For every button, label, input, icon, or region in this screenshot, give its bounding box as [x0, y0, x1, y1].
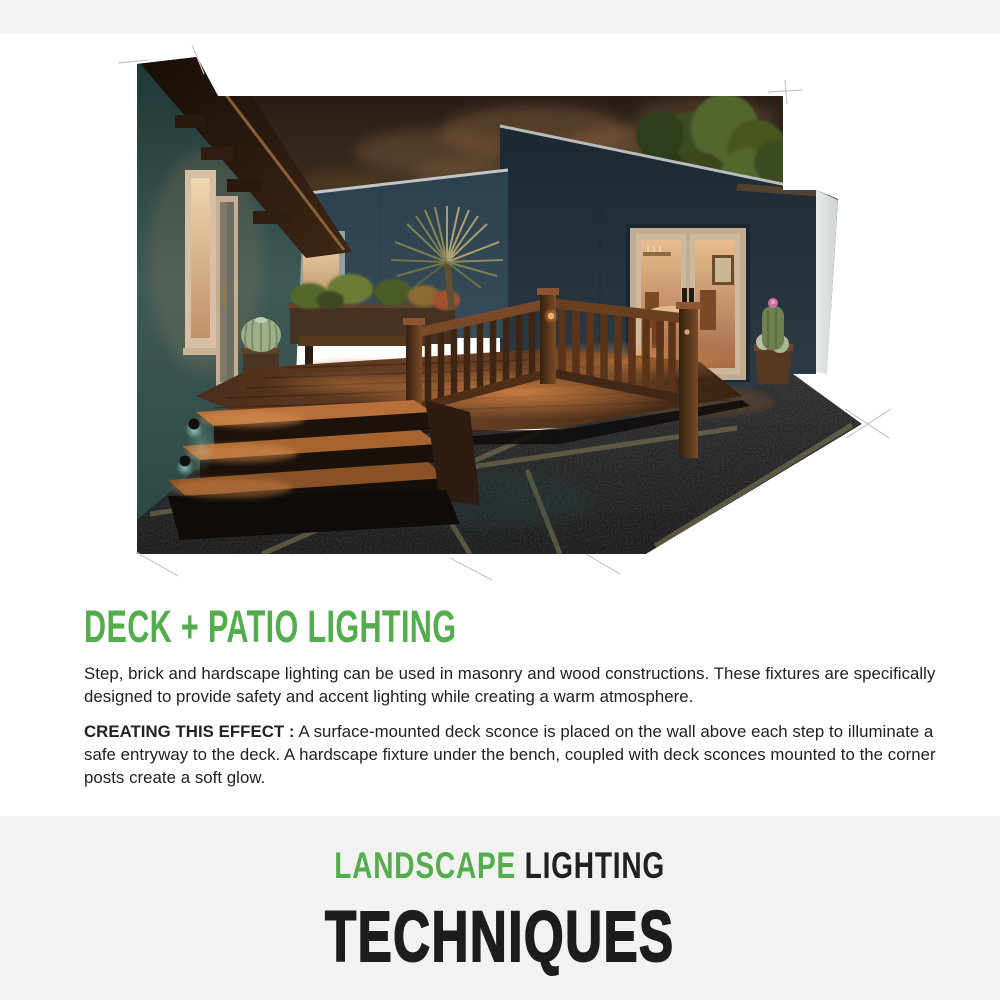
- step-sconce-fixture: [189, 419, 200, 430]
- railing-post: [540, 292, 556, 384]
- footer-title: TECHNIQUES: [325, 898, 675, 977]
- intro-paragraph: Step, brick and hardscape lighting can be used in masonry and wood constructions. These fixtures are specifically designed to provide safety and accent lighting while creating a warm atmosphere.: [84, 664, 936, 706]
- effect-paragraph-body: A surface-mounted deck sconce is placed on the wall above each step to illuminate a safe entryway to the deck. A hardscape fixture under the bench, coupled with deck sconces mounted to the corner posts create a soft glow.: [84, 722, 936, 787]
- footer-banner: [0, 816, 1000, 1000]
- post-sconce-light: [684, 329, 689, 334]
- door-pull-handle: [222, 282, 226, 309]
- gray-wall-panel: [816, 190, 838, 374]
- effect-paragraph: [84, 720, 940, 789]
- section-heading: DECK + PATIO LIGHTING: [84, 601, 457, 652]
- article-section: [84, 601, 940, 789]
- footer-brand-green-word: LANDSCAPE: [334, 845, 517, 886]
- effect-paragraph-lead: CREATING THIS EFFECT :: [84, 722, 295, 741]
- corner-post: [679, 306, 698, 458]
- footer-title-line: [0, 899, 1000, 996]
- left-window: [183, 170, 218, 355]
- footer-brand-dark-word: LIGHTING: [524, 845, 666, 886]
- step-sconce-fixture: [180, 456, 191, 467]
- deck-steps: [168, 400, 480, 540]
- left-glass-door: [216, 196, 238, 390]
- footer-brand-line: [0, 843, 1000, 897]
